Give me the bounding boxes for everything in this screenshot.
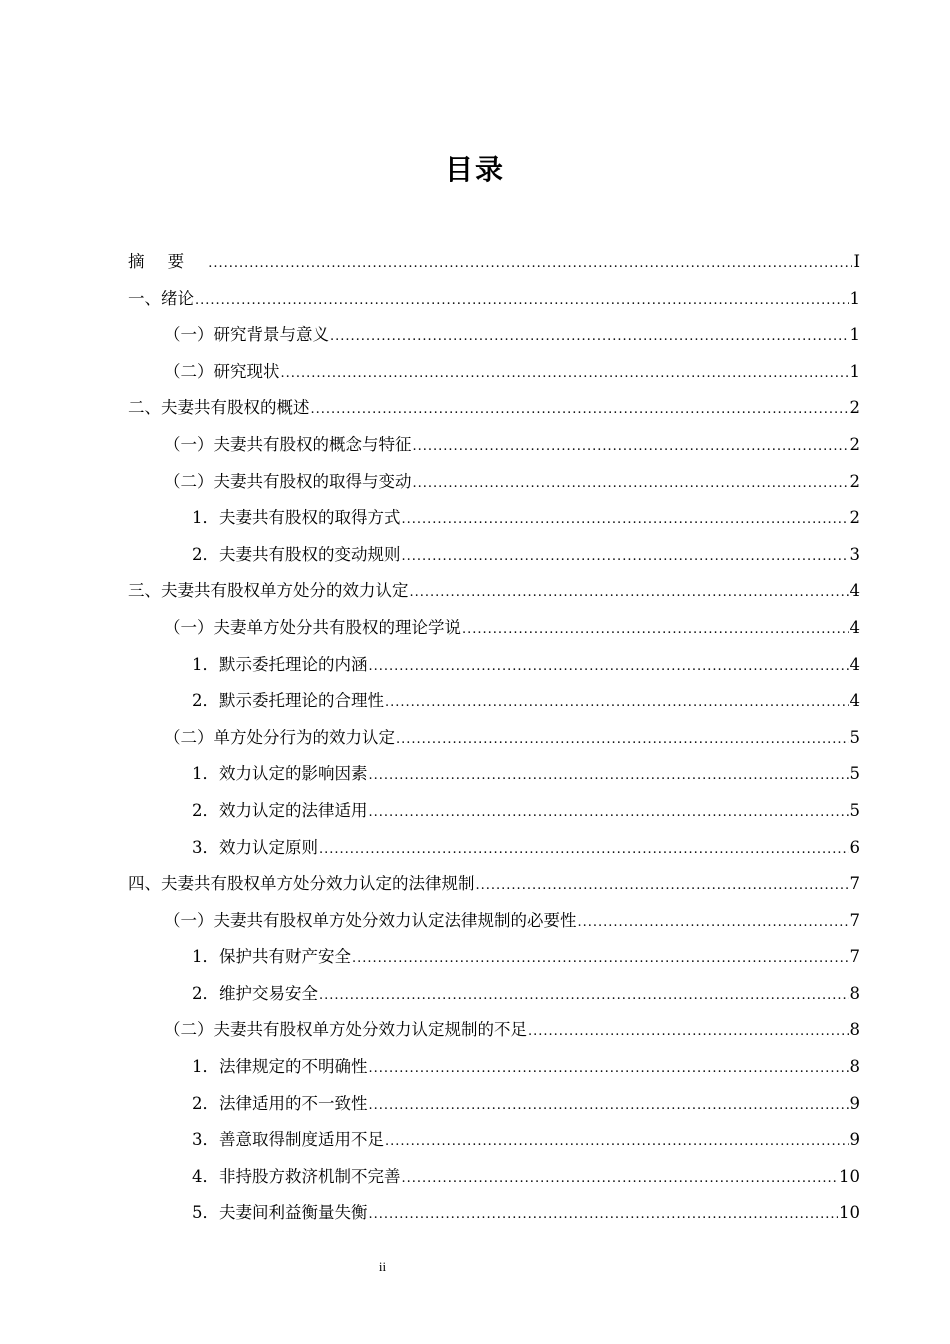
toc-entry-label: （一）研究背景与意义 — [164, 325, 329, 345]
toc-entry-section[interactable] — [128, 317, 860, 354]
toc-entry-subsection[interactable] — [128, 939, 860, 976]
toc-leader-dots — [208, 246, 852, 283]
toc-entry-label: （二）单方处分行为的效力认定 — [164, 727, 395, 747]
toc-entry-subsection[interactable] — [128, 1086, 860, 1123]
toc-entry-page: 1 — [849, 325, 860, 345]
toc-entry-page: 9 — [849, 1130, 860, 1150]
toc-entry-page: 2 — [849, 434, 860, 454]
toc-entry-subsection[interactable] — [128, 976, 860, 1013]
toc-entry-label: 4．非持股方救济机制不完善 — [192, 1166, 401, 1186]
toc-entry-abstract[interactable] — [128, 244, 860, 281]
toc-entry-subsection[interactable] — [128, 537, 860, 574]
toc-entry-label: 3．效力认定原则 — [192, 837, 318, 857]
toc-entry-label: 四、夫妻共有股权单方处分效力认定的法律规制 — [128, 874, 475, 894]
toc-entry-label: （二）夫妻共有股权的取得与变动 — [164, 471, 412, 491]
toc-entry-section[interactable] — [128, 610, 860, 647]
page-title: 目录 — [444, 153, 505, 186]
toc-leader-dots — [352, 941, 849, 978]
toc-entry-chapter-3[interactable] — [128, 573, 860, 610]
toc-leader-dots — [369, 1051, 849, 1088]
toc-entry-label: 1．夫妻共有股权的取得方式 — [192, 508, 401, 528]
toc-entry-label: 2．维护交易安全 — [192, 983, 318, 1003]
toc-entry-page: 4 — [849, 581, 860, 601]
toc-leader-dots — [195, 283, 849, 320]
toc-entry-page: 5 — [849, 764, 860, 784]
toc-entry-page: 1 — [849, 361, 860, 381]
toc-leader-dots — [369, 1197, 839, 1234]
toc-entry-label: 1．默示委托理论的内涵 — [192, 654, 368, 674]
toc-leader-dots — [402, 539, 849, 576]
toc-leader-dots — [528, 1014, 849, 1051]
toc-entry-page: 8 — [849, 983, 860, 1003]
toc-leader-dots — [413, 466, 849, 503]
toc-entry-label: 二、夫妻共有股权的概述 — [128, 398, 310, 418]
toc-entry-label: 1．效力认定的影响因素 — [192, 764, 368, 784]
toc-entry-page: 4 — [849, 617, 860, 637]
toc-leader-dots — [319, 978, 849, 1015]
toc-entry-section[interactable] — [128, 903, 860, 940]
toc-entry-subsection[interactable] — [128, 683, 860, 720]
toc-leader-dots — [410, 575, 849, 612]
toc-leader-dots — [369, 649, 849, 686]
toc-entry-chapter-1[interactable] — [128, 281, 860, 318]
toc-entry-page: 8 — [849, 1057, 860, 1077]
toc-entry-page: 2 — [849, 398, 860, 418]
toc-entry-label: 1．保护共有财产安全 — [192, 947, 351, 967]
toc-entry-subsection[interactable] — [128, 1195, 860, 1232]
toc-entry-chapter-2[interactable] — [128, 390, 860, 427]
toc-entry-subsection[interactable] — [128, 793, 860, 830]
toc-leader-dots — [402, 1161, 839, 1198]
toc-entry-section[interactable] — [128, 720, 860, 757]
toc-leader-dots — [402, 502, 849, 539]
toc-entry-subsection[interactable] — [128, 1049, 860, 1086]
toc-entry-subsection[interactable] — [128, 830, 860, 867]
toc-entry-page: 7 — [849, 947, 860, 967]
toc-leader-dots — [385, 1124, 849, 1161]
toc-leader-dots — [413, 429, 849, 466]
toc-entry-subsection[interactable] — [128, 756, 860, 793]
toc-entry-label: （一）夫妻共有股权的概念与特征 — [164, 434, 412, 454]
toc-entry-subsection[interactable] — [128, 647, 860, 684]
toc-entry-subsection[interactable] — [128, 500, 860, 537]
toc-leader-dots — [476, 868, 849, 905]
toc-entry-label: 2．效力认定的法律适用 — [192, 800, 368, 820]
toc-entry-label: 5．夫妻间利益衡量失衡 — [192, 1203, 368, 1223]
toc-leader-dots — [369, 795, 849, 832]
toc-entry-label: 2．法律适用的不一致性 — [192, 1093, 368, 1113]
toc-entry-label: （二）研究现状 — [164, 361, 280, 381]
page-number-footer: ii — [378, 1259, 387, 1274]
toc-leader-dots — [319, 832, 849, 869]
toc-entry-page: 2 — [849, 508, 860, 528]
toc-entry-subsection[interactable] — [128, 1159, 860, 1196]
toc-entry-page: 10 — [839, 1203, 860, 1223]
toc-entry-page: 7 — [849, 910, 860, 930]
toc-leader-dots — [396, 722, 849, 759]
toc-entry-page: 5 — [849, 800, 860, 820]
toc-entry-section[interactable] — [128, 354, 860, 391]
toc-leader-dots — [369, 758, 849, 795]
toc-entry-page: 4 — [849, 691, 860, 711]
toc-leader-dots — [385, 685, 849, 722]
toc-entry-page: 2 — [849, 471, 860, 491]
toc-leader-dots — [578, 905, 849, 942]
toc-entry-label: 一、绪论 — [128, 288, 194, 308]
toc-entry-page: 3 — [849, 544, 860, 564]
toc-leader-dots — [311, 392, 849, 429]
toc-entry-section[interactable] — [128, 427, 860, 464]
toc-entry-label: （一）夫妻单方处分共有股权的理论学说 — [164, 617, 461, 637]
toc-entry-page: 1 — [849, 288, 860, 308]
toc-entry-label: （一）夫妻共有股权单方处分效力认定法律规制的必要性 — [164, 910, 577, 930]
toc-entry-page: 6 — [849, 837, 860, 857]
toc-entry-label: （二）夫妻共有股权单方处分效力认定规制的不足 — [164, 1020, 527, 1040]
toc-entry-label: 摘要 — [128, 252, 208, 271]
toc-entry-section[interactable] — [128, 464, 860, 501]
toc-leader-dots — [462, 612, 849, 649]
toc-entry-label: 2．默示委托理论的合理性 — [192, 691, 384, 711]
toc-entry-page: I — [853, 252, 860, 271]
toc-entry-label: 2．夫妻共有股权的变动规则 — [192, 544, 401, 564]
toc-entry-page: 4 — [849, 654, 860, 674]
toc-entry-label: 三、夫妻共有股权单方处分的效力认定 — [128, 581, 409, 601]
toc-leader-dots — [369, 1088, 849, 1125]
toc-entry-page: 9 — [849, 1093, 860, 1113]
toc-entry-page: 7 — [849, 874, 860, 894]
toc-entry-label: 1．法律规定的不明确性 — [192, 1057, 368, 1077]
toc-entry-page: 8 — [849, 1020, 860, 1040]
toc-entry-section[interactable] — [128, 1012, 860, 1049]
toc-entry-subsection[interactable] — [128, 1122, 860, 1159]
toc-entry-label: 3．善意取得制度适用不足 — [192, 1130, 384, 1150]
toc-entry-chapter-4[interactable] — [128, 866, 860, 903]
table-of-contents — [128, 244, 860, 1232]
toc-leader-dots — [281, 356, 849, 393]
toc-entry-page: 5 — [849, 727, 860, 747]
toc-entry-page: 10 — [839, 1166, 860, 1186]
toc-leader-dots — [330, 319, 849, 356]
